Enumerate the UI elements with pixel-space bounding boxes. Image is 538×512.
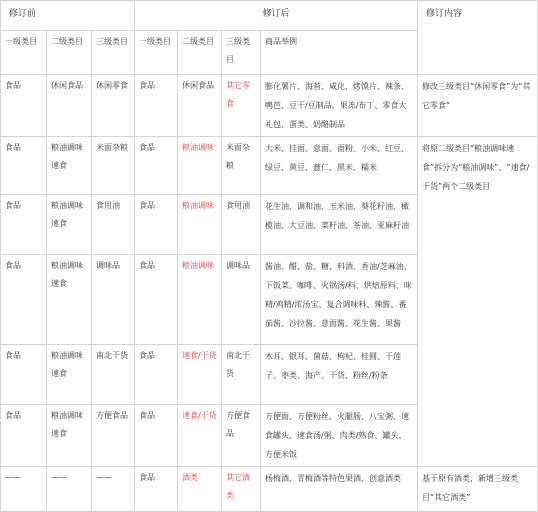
- before-level1-cell: 食品: [1, 137, 47, 195]
- after-level3-cell: 其它零食: [222, 75, 261, 137]
- before-level3-cell: 调味品: [92, 255, 135, 345]
- header-after: 修订后: [135, 1, 418, 31]
- header-after-level1: 一级类目: [135, 31, 178, 75]
- before-level2-cell: 粮油调味速食: [47, 405, 92, 467]
- header-before: 修订前: [1, 1, 135, 31]
- before-level2-cell: 粮油调味速食: [47, 137, 92, 195]
- after-level3-cell: 方便食品: [222, 405, 261, 467]
- note-cell: 修改三级类目“休闲零食”为“其它零食”: [418, 75, 538, 137]
- after-level3-cell: 调味品: [222, 255, 261, 345]
- before-level3-cell: ——: [92, 467, 135, 512]
- table-row: [1, 75, 538, 137]
- before-level3-cell: 食用油: [92, 195, 135, 255]
- examples-cell: 木耳、银耳、菌菇、枸杞、桂圆、干莲子、枣类、海产、干货、粉丝/粉条: [261, 345, 418, 405]
- before-level3-cell: 休闲零食: [92, 75, 135, 137]
- header-examples: 商品举例: [261, 31, 418, 75]
- header-after-level2: 二级类目: [178, 31, 222, 75]
- before-level3-cell: 米面杂粮: [92, 137, 135, 195]
- header-before-level2: 二级类目: [47, 31, 92, 75]
- after-level1-cell: 食品: [135, 405, 178, 467]
- before-level1-cell: 食品: [1, 75, 47, 137]
- after-level2-cell: 酒类: [178, 467, 222, 512]
- before-level1-cell: ——: [1, 467, 47, 512]
- before-level1-cell: 食品: [1, 255, 47, 345]
- before-level3-cell: 方便食品: [92, 405, 135, 467]
- before-level2-cell: 粮油调味速食: [47, 255, 92, 345]
- after-level2-cell: 粮油调味: [178, 137, 222, 195]
- before-level1-cell: 食品: [1, 195, 47, 255]
- after-level2-cell: 速食/干货: [178, 345, 222, 405]
- before-level2-cell: ——: [47, 467, 92, 512]
- examples-cell: 酱油、醋、盐、糖、料酒、香油/芝麻油、下饭菜、咖啡、火锅汤/料、烘焙原料、味精/鸡精/浓汤宝、复合调味料、辣酱、番茄酱、沙拉酱、意面酱、花生酱、果酱: [261, 255, 418, 345]
- header-content: 修订内容: [418, 1, 538, 75]
- examples-cell: 大米、挂面、意面、面粉、小米、红豆、绿豆、黄豆、薏仁、黑米、糯米: [261, 137, 418, 195]
- after-level1-cell: 食品: [135, 467, 178, 512]
- after-level2-cell: 休闲食品: [178, 75, 222, 137]
- after-level3-cell: 食用油: [222, 195, 261, 255]
- after-level1-cell: 食品: [135, 137, 178, 195]
- after-level3-cell: 其它酒类: [222, 467, 261, 512]
- examples-cell: 杨梅酒、青梅酒等特色果酒、创意酒类: [261, 467, 418, 512]
- after-level3-cell: 米面杂粮: [222, 137, 261, 195]
- before-level1-cell: 食品: [1, 405, 47, 467]
- before-level1-cell: 食品: [1, 345, 47, 405]
- before-level3-cell: 南北干货: [92, 345, 135, 405]
- after-level1-cell: 食品: [135, 345, 178, 405]
- examples-cell: 花生油、调和油、玉米油、葵花籽油、橄榄油、大豆油、菜籽油、茶油、亚麻籽油: [261, 195, 418, 255]
- examples-cell: 方便面、方便粉丝、火腿肠、八宝粥、速食罐头、速食汤/粥、肉类/熟食、罐头、方便米饭: [261, 405, 418, 467]
- after-level2-cell: 速食/干货: [178, 405, 222, 467]
- after-level1-cell: 食品: [135, 195, 178, 255]
- before-level2-cell: 休闲食品: [47, 75, 92, 137]
- header-before-level3: 三级类目: [92, 31, 135, 75]
- before-level2-cell: 粮油调味速食: [47, 195, 92, 255]
- after-level1-cell: 食品: [135, 75, 178, 137]
- note-cell: 基于原有酒类，新增三级类目“其它酒类”: [418, 467, 538, 512]
- before-level2-cell: 粮油调味速食: [47, 345, 92, 405]
- after-level2-cell: 粮油调味: [178, 255, 222, 345]
- examples-cell: 膨化薯片、海苔、咸化、烤馍片、辣条、鸭芭、豆干/豆制品、果冻/布丁、零食大礼包、蛋类、奶酪制品: [261, 75, 418, 137]
- table-row: [1, 137, 538, 195]
- after-level1-cell: 食品: [135, 255, 178, 345]
- table-row: [1, 467, 538, 512]
- header-before-level1: 一级类目: [1, 31, 47, 75]
- note-cell: 将原二级类目“粮油调味速食”拆分为“粮油调味”、“速食/干货”两个二级类目: [418, 137, 538, 467]
- header-after-level3: 三级类目: [222, 31, 261, 75]
- after-level2-cell: 粮油调味: [178, 195, 222, 255]
- after-level3-cell: 南北干货: [222, 345, 261, 405]
